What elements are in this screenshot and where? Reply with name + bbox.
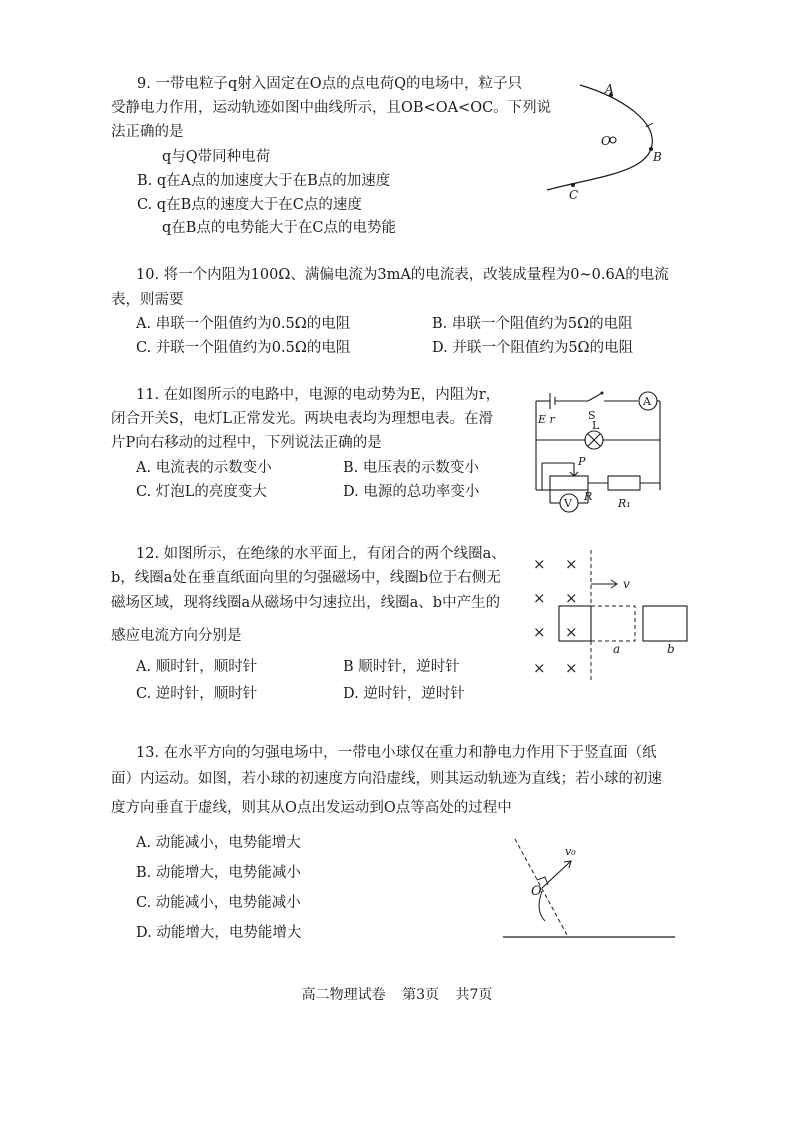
slider-label: P — [578, 455, 586, 468]
resistor-label: R₁ — [618, 497, 631, 510]
q9-option-b: B. q在A点的加速度大于在B点的加速度 — [137, 173, 391, 189]
q13-option-d: D. 动能增大，电势能增大 — [136, 925, 302, 941]
q12-line-1: 12. 如图所示，在绝缘的水平面上，有闭合的两个线圈a、 — [136, 546, 506, 562]
q11-option-d: D. 电源的总功率变小 — [343, 484, 480, 500]
q10-option-a: A. 串联一个阻值约为0.5Ω的电阻 — [136, 316, 351, 332]
cross: × — [565, 623, 578, 641]
lamp-label: L — [592, 419, 600, 432]
q12-option-c: C. 逆时针，顺时针 — [136, 686, 258, 702]
q11-line-1: 11. 在如图所示的电路中，电源的电动势为E，内阻为r， — [136, 387, 501, 403]
q13-trajectory-figure — [495, 825, 685, 975]
q12-option-a: A. 顺时针，顺时针 — [136, 659, 258, 675]
q12-line-3: 磁场区域，现将线圈a从磁场中匀速拉出，线圈a、b中产生的 — [111, 595, 501, 611]
voltmeter-label: V — [564, 497, 572, 510]
q13-option-b: B. 动能增大，电势能减小 — [136, 865, 301, 881]
field-crosses — [533, 555, 578, 677]
q9-option-a: q与Q带同种电荷 — [162, 149, 271, 165]
q9-option-d: q在B点的电势能大于在C点的电势能 — [162, 220, 397, 236]
page-footer — [0, 985, 794, 1005]
q13-option-c: C. 动能减小，电势能减小 — [136, 895, 301, 911]
q11-circuit-figure — [528, 383, 668, 518]
coil-a-label: a — [613, 642, 621, 656]
q12-option-b: B 顺时针，逆时针 — [343, 659, 460, 675]
q9-trajectory-figure — [535, 65, 675, 205]
cross: × — [533, 623, 546, 641]
q13-line-2: 面）内运动。如图，若小球的初速度方向沿虚线，则其运动轨迹为直线；若小球的初速 — [111, 771, 662, 787]
q13-line-3: 度方向垂直于虚线，则其从O点出发运动到O点等高处的过程中 — [111, 800, 512, 816]
cross: × — [533, 589, 546, 607]
source-label: E r — [538, 413, 555, 426]
q12-magnetic-field-figure — [525, 545, 695, 685]
q9-line-1: 9. 一带电粒子q射入固定在O点的点电荷Q的电场中，粒子只 — [137, 76, 522, 92]
label-o: O — [601, 134, 611, 148]
footer-total-pages: 共7页 — [455, 987, 493, 1003]
q13-option-a: A. 动能减小，电势能增大 — [136, 835, 301, 851]
q10-line-1: 10. 将一个内阻为100Ω、满偏电流为3mA的电流表，改装成量程为0~0.6A的电流 — [136, 267, 669, 283]
q10-option-b: B. 串联一个阻值约为5Ω的电阻 — [432, 316, 633, 332]
footer-title: 高二物理试卷 — [301, 987, 386, 1003]
trajectory-curve — [547, 85, 652, 190]
q11-option-c: C. 灯泡L的亮度变大 — [136, 484, 267, 500]
q9-option-c: C. q在B点的速度大于在C点的速度 — [137, 197, 362, 213]
q11-line-2: 闭合开关S，电灯L正常发光。两块电表均为理想电表。在滑 — [111, 411, 494, 427]
footer-page-number: 第3页 — [402, 987, 439, 1003]
point-c — [571, 183, 575, 187]
label-a: A — [605, 82, 614, 96]
q11-line-3: 片P向右移动的过程中，下列说法正确的是 — [111, 435, 382, 451]
cross: × — [533, 555, 546, 573]
q12-line-4: 感应电流方向分别是 — [111, 628, 242, 644]
q10-option-c: C. 并联一个阻值约为0.5Ω的电阻 — [136, 340, 351, 356]
cross: × — [533, 659, 546, 677]
q9-line-2: 受静电力作用，运动轨迹如图中曲线所示，且OB<OA<OC。下列说 — [111, 100, 552, 116]
point-o — [610, 137, 616, 143]
q13-line-1: 13. 在水平方向的匀强电场中，一带电小球仅在重力和静电力作用下于竖直面（纸 — [136, 745, 657, 761]
coil-b-label: b — [667, 642, 675, 656]
ammeter-label: A — [643, 395, 651, 408]
q10-line-2: 表，则需要 — [111, 292, 184, 308]
cross: × — [565, 589, 578, 607]
q11-option-a: A. 电流表的示数变小 — [136, 460, 272, 476]
q9-line-3: 法正确的是 — [111, 124, 184, 140]
velocity-label: v — [623, 577, 630, 591]
cross: × — [565, 555, 578, 573]
q10-option-d: D. 并联一个阻值约为5Ω的电阻 — [432, 340, 634, 356]
rheostat-label: R — [584, 490, 593, 503]
v0-label: v₀ — [565, 845, 576, 858]
switch-label: S — [588, 409, 596, 422]
q11-option-b: B. 电压表的示数变小 — [343, 460, 479, 476]
origin-label: O — [531, 884, 542, 899]
label-c: C — [569, 188, 579, 202]
q12-line-2: b，线圈a处在垂直纸面向里的匀强磁场中，线圈b位于右侧无 — [111, 570, 501, 586]
label-b: B — [653, 150, 662, 164]
q12-option-d: D. 逆时针，逆时针 — [343, 686, 465, 702]
cross: × — [565, 659, 578, 677]
